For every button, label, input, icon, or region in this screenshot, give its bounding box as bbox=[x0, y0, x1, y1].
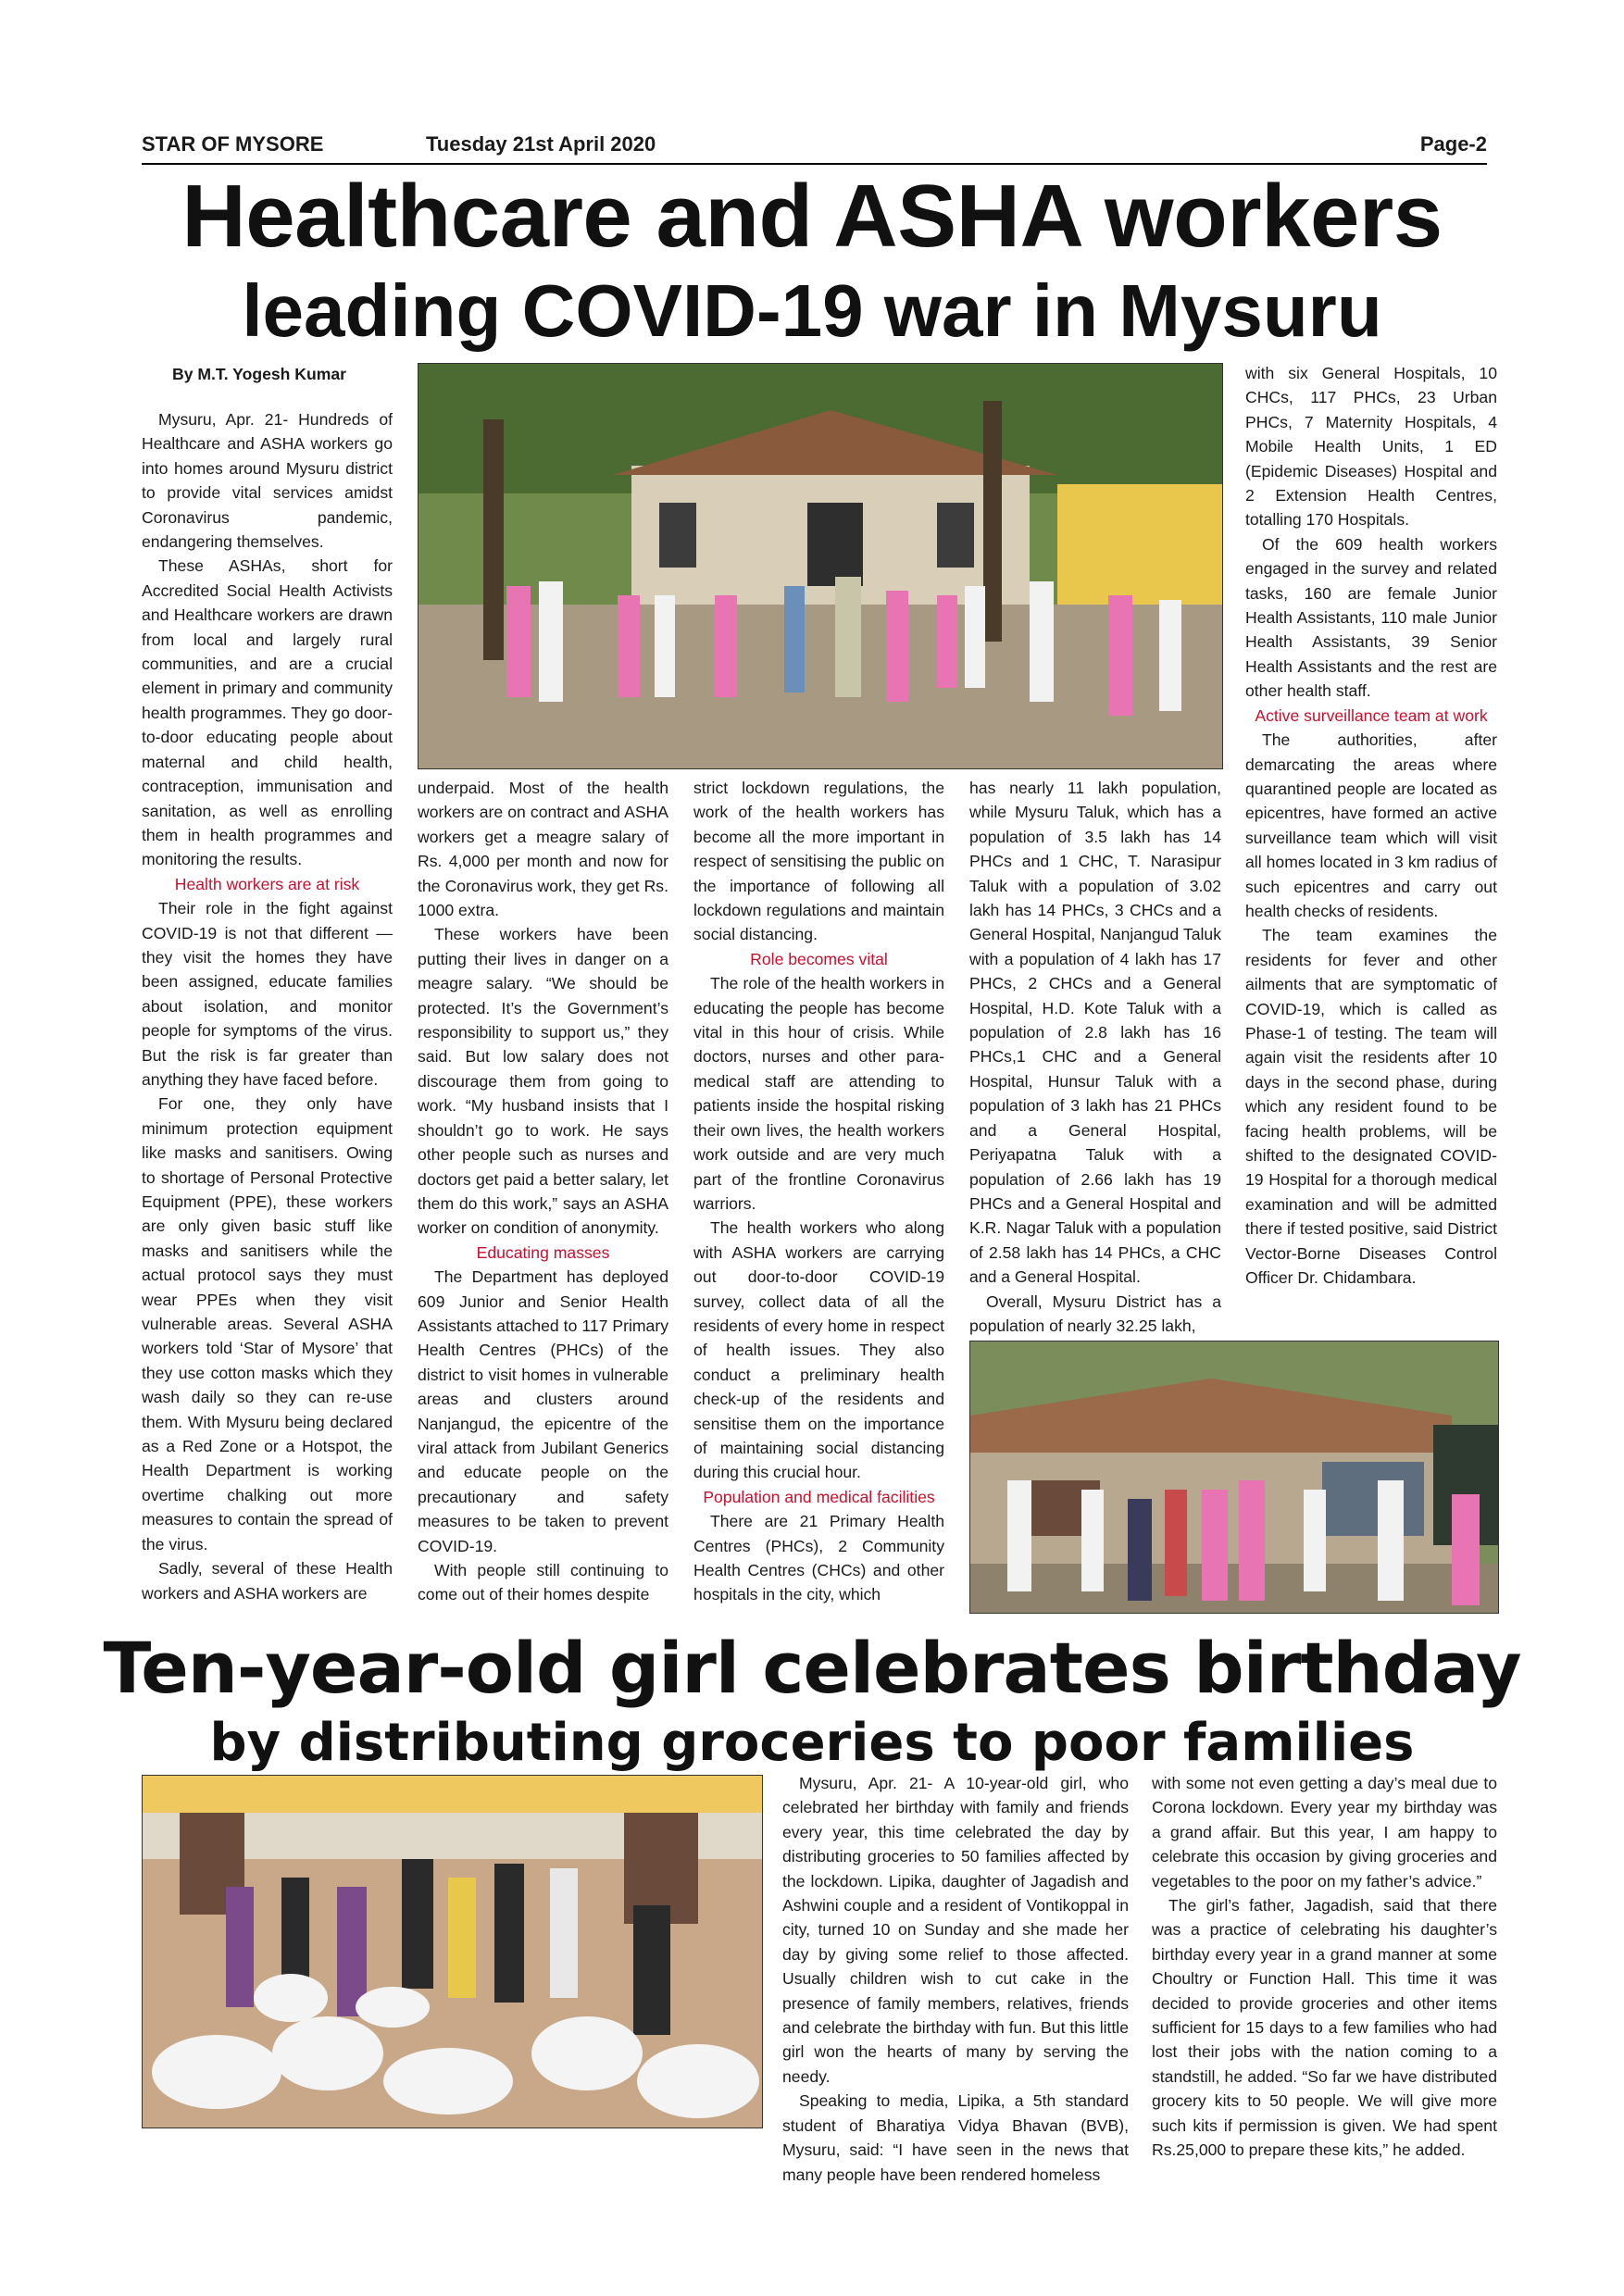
masthead bbox=[142, 131, 1487, 165]
subheading: Population and medical facilities bbox=[703, 1487, 935, 1506]
paragraph: The girl’s father, Jagadish, said that there was a practice of celebrating his daughter’s birthday every year in a grand manner at some Choultry or Function Hall. This time it was decided to provide groceries and other items sufficient for 15 days to a few families who had lost their jobs with the nation coming to a standstill, he added. “So far we have distributed grocery kits to 50 people. We will give more such kits if permission is given. We had spent Rs.25,000 to prepare these kits,” he added. bbox=[1152, 1896, 1497, 2160]
health-workers-photo bbox=[418, 363, 1223, 769]
paragraph: with six General Hospitals, 10 CHCs, 117 PHCs, 23 Urban PHCs, 7 Maternity Hospitals, 4 Mobile Health Units, 1 ED (Epidemic Diseases) Hospital and 2 Extension Health Centres, totalling 170 Hospitals. bbox=[1245, 364, 1497, 530]
subheading: Role becomes vital bbox=[750, 949, 888, 968]
paper-name: STAR OF MYSORE bbox=[142, 132, 324, 156]
story2-headline-line1: Ten-year-old girl celebrates birthday bbox=[103, 1627, 1521, 1709]
paragraph: Mysuru, Apr. 21- A 10-year-old girl, who celebrated her birthday with family and friends every year, this time celebrated the day by distributing groceries to 50 families affected by the lockdown. Lipika, daughter of Jagadish and Ashwini couple and a resident of Vontikoppal in city, turned 10 on Sunday and she made her day by giving some relief to those affected. Usually children wish to cut cake in the presence of family members, relatives, friends and celebrate the birthday with fun. But this little girl won the hearts of many by serving the needy. bbox=[782, 1774, 1129, 2086]
story1-headline-line1: Healthcare and ASHA workers bbox=[181, 167, 1443, 266]
paragraph: The Department has deployed 609 Junior and Senior Health Assistants attached to 117 Primary Health Centres (PHCs) of the district to visit homes in vulnerable areas and clusters around Nanjangud, the epicentre of the viral attack from Jubilant Generics and educate people on the precautionary and safety measures to be taken to prevent COVID-19. bbox=[418, 1267, 668, 1555]
paragraph: Sadly, several of these Health workers and ASHA workers are bbox=[142, 1559, 393, 1603]
paragraph: Speaking to media, Lipika, a 5th standard student of Bharatiya Vidya Bhavan (BVB), Mysuru, said: “I have seen in the news that many people have been rendered homeless bbox=[782, 2091, 1129, 2184]
subheading: Health workers are at risk bbox=[174, 874, 360, 893]
survey-team-photo bbox=[969, 1341, 1499, 1614]
paragraph: with some not even getting a day’s meal due to Corona lockdown. Every year my birthday was a grand affair. But this year, I am happy to celebrate this occasion by giving groceries and vegetables to the poor on my father’s advice.” bbox=[1152, 1774, 1497, 1890]
paragraph: The authorities, after demarcating the areas where quarantined people are located as epicentres, have formed an active surveillance team which will visit all homes located in 3 km radius of such epicentres and carry out health checks of residents. bbox=[1245, 730, 1497, 920]
story2-headline-line2: by distributing groceries to poor families bbox=[209, 1713, 1415, 1773]
paragraph: Of the 609 health workers engaged in the survey and related tasks, 160 are female Junior Health Assistants, 110 male Junior Health Assistants, 39 Senior Health Assistants and the rest are other health staff. bbox=[1245, 534, 1497, 701]
paragraph: For one, they only have minimum protection equipment like masks and sanitisers. Owing to shortage of Personal Protective Equipment (PPE), these workers are only given basic stuff like masks and sanitisers while the actual protocol says they must wear PPEs when they visit vulnerable areas. Several ASHA workers told ‘Star of Mysore’ that they use cotton masks which they wash daily so they can re-use them. With Mysuru being declared as a Red Zone or a Hotspot, the Health Department is working overtime chalking out more measures to contain the spread of the virus. bbox=[142, 1094, 393, 1554]
story2-column-2 bbox=[1152, 1771, 1497, 2163]
story1-headline-line2: leading COVID-19 war in Mysuru bbox=[242, 269, 1382, 352]
paragraph: strict lockdown regulations, the work of the health workers has become all the more important in respect of sensitising the public on the importance of following all lockdown regulations and maintain social distancing. bbox=[693, 779, 944, 944]
paragraph: There are 21 Primary Health Centres (PHCs), 2 Community Health Centres (CHCs) and other hospitals in the city, which bbox=[693, 1512, 944, 1604]
paragraph: These workers have been putting their lives in danger on a meagre salary. “We should be protected. It’s the Government’s responsibility to support us,” they said. But low salary does not discourage them from going to work. “My husband insists that I shouldn’t go to work. He says other people such as nurses and doctors get paid a better salary, let them do this work,” says an ASHA worker on condition of anonymity. bbox=[418, 925, 668, 1238]
paragraph: Overall, Mysuru District has a population of nearly 32.25 lakh, bbox=[969, 1292, 1221, 1335]
paragraph: Their role in the fight against COVID-19 is not that different — they visit the homes they have been assigned, educate families about isolation, and monitor people for symptoms of the virus. But the risk is far greater than anything they have faced before. bbox=[142, 899, 393, 1089]
paragraph: With people still continuing to come out of their homes despite bbox=[418, 1561, 668, 1604]
story2-column-1 bbox=[782, 1771, 1129, 2187]
story1-column-5 bbox=[1245, 361, 1497, 1290]
story1-column-1 bbox=[142, 407, 393, 1605]
story1-column-2 bbox=[418, 776, 668, 1607]
subheading: Educating masses bbox=[476, 1242, 610, 1262]
byline: By M.T. Yogesh Kumar bbox=[172, 365, 347, 383]
paragraph: underpaid. Most of the health workers are on contract and ASHA workers get a meagre salary of Rs. 4,000 per month and now for the Coronavirus work, they get Rs. 1000 extra. bbox=[418, 779, 668, 920]
grocery-distribution-photo bbox=[142, 1775, 763, 2128]
paragraph: These ASHAs, short for Accredited Social Health Activists and Healthcare workers are drawn from local and largely rural communities, and are a crucial element in primary and community health programmes. They go door-to-door educating people about maternal and child health, contraception, immunisation and sanitation, as well as enrolling them in health programmes and monitoring the results. bbox=[142, 556, 393, 869]
story1-column-4 bbox=[969, 776, 1221, 1338]
paragraph: The health workers who along with ASHA workers are carrying out door-to-door COVID-19 survey, collect data of all the residents of every home in respect of health issues. They also conduct a preliminary health check-up of the residents and sensitise them on the importance of maintaining social distancing during this crucial hour. bbox=[693, 1218, 944, 1482]
paragraph: Mysuru, Apr. 21- Hundreds of Healthcare and ASHA workers go into homes around Mysuru district to provide vital services amidst Coronavirus pandemic, endangering themselves. bbox=[142, 410, 393, 552]
page-number: Page-2 bbox=[1419, 132, 1487, 156]
paragraph: The team examines the residents for fever and other ailments that are symptomatic of COVID-19, which is called as Phase-1 of testing. The team will again visit the residents after 10 days in the second phase, during which any resident found to be facing health problems, will be shifted to the designated COVID-19 Hospital for a thorough medical examination and will be admitted there if tested positive, said District Vector-Borne Diseases Control Officer Dr. Chidambara. bbox=[1245, 926, 1497, 1288]
story1-column-3 bbox=[693, 776, 944, 1607]
paragraph: The role of the health workers in educating the people has become vital in this hour of crisis. While doctors, nurses and other para-medical staff are attending to patients inside the hospital risking their own lives, the health workers work outside and are very much part of the frontline Coronavirus warriors. bbox=[693, 974, 944, 1213]
issue-date: Tuesday 21st April 2020 bbox=[426, 132, 656, 156]
paragraph: has nearly 11 lakh population, while Mysuru Taluk, which has a population of 3.5 lakh has 14 PHCs and 1 CHC, T. Narasipur Taluk with a population of 3.02 lakh has 14 PHCs, 3 CHCs and a General Hospital, Nanjangud Taluk with a population of 4 lakh has 17 PHCs, 2 CHCs and a General Hospital, H.D. Kote Taluk with a population of 2.8 lakh has 16 PHCs,1 CHC and a General Hospital, Hunsur Taluk with a population of 3 lakh has 21 PHCs and a General Hospital, Periyapatna Taluk with a population of 2.66 lakh has 19 PHCs and a General Hospital and K.R. Nagar Taluk with a population of 2.58 lakh has 14 PHCs, a CHC and a General Hospital. bbox=[969, 779, 1221, 1287]
subheading: Active surveillance team at work bbox=[1255, 705, 1488, 725]
